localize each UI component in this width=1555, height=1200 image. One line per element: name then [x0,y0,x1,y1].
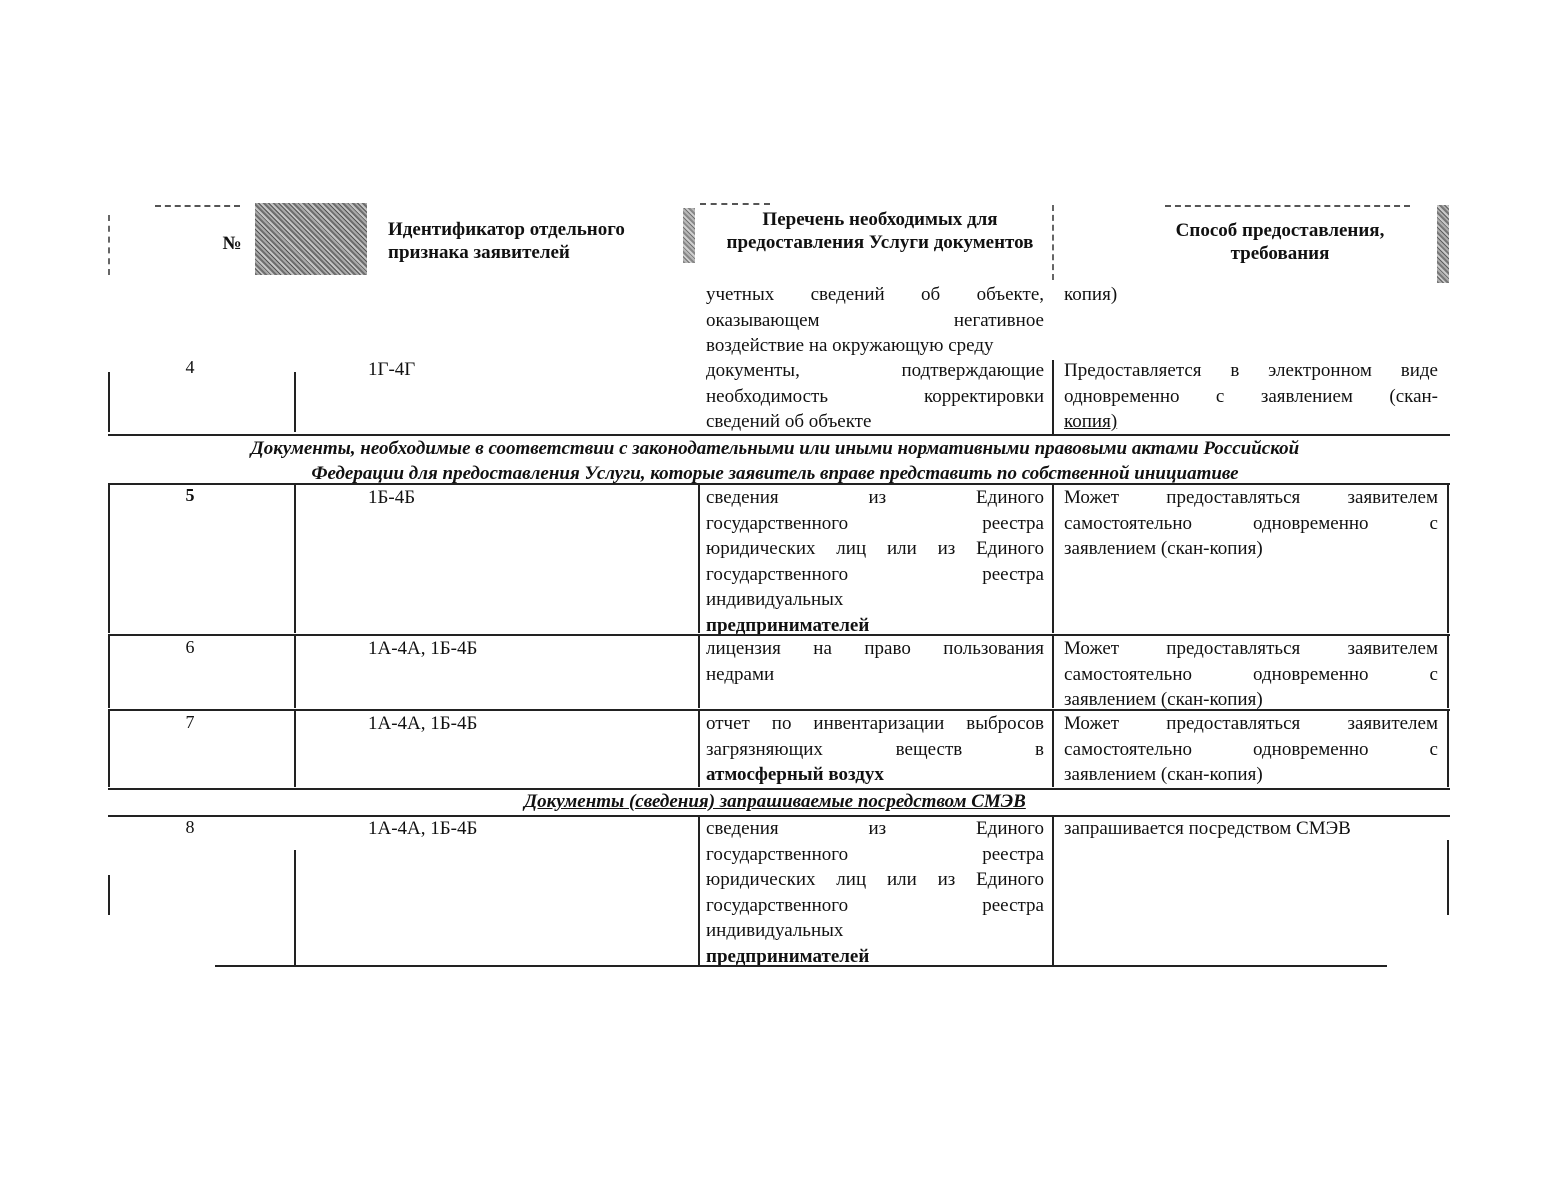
row8-docs-line: предпринимателей [706,945,870,967]
scan-smudge-stamp [255,203,367,275]
row5-docs-line: государственного реестра [706,563,1044,585]
cont-docs-line: оказывающем негативное [706,309,1044,331]
row4-num: 4 [185,357,195,377]
header-divider-docs [1052,205,1054,280]
row5-method [1064,485,1438,562]
section2-heading [150,789,1400,814]
header-col-num: № [222,233,242,254]
row5-divider-2 [698,485,700,633]
row5-docs-line: государственного реестра [706,512,1044,534]
row5-docs-line: предпринимателей [706,614,870,636]
row6-divider-2 [698,636,700,708]
row8-docs-line: государственного реестра [706,894,1044,916]
row7-method-line: Может предоставляться заявителем [1064,713,1438,734]
row7-id: 1А-4А, 1Б-4Б [368,713,478,734]
scan-smudge-mid [683,208,695,263]
row5-method-line: заявлением (скан-копия) [1064,538,1263,559]
row6-method-line: самостоятельно одновременно с [1064,663,1438,685]
cont-docs [706,282,1044,359]
row8-divider-1 [294,850,296,965]
row6-left-border [108,636,110,708]
row6-method-line: Может предоставляться заявителем [1064,638,1438,659]
row6-id: 1А-4А, 1Б-4Б [368,638,478,659]
cont-method: копия) [1064,284,1118,305]
table-bottom-border [215,965,1387,967]
row7-divider-1 [294,711,296,787]
row6-right-border [1447,636,1449,708]
row7-method [1064,711,1438,788]
row5-docs [706,485,1044,638]
section2-line1: Документы (сведения) запрашиваемые посредством СМЭВ [524,791,1026,812]
row6-divider-1 [294,636,296,708]
row4-docs-line: сведений об объекте [706,411,872,432]
row5-docs-line: сведения из Единого [706,487,1044,508]
row8-divider-3 [1052,817,1054,965]
row5-num: 5 [185,485,195,505]
row7-num: 7 [185,712,195,732]
row7-left-border [108,711,110,787]
row6-docs-line: лицензия на право пользования [706,638,1044,659]
row5-method-line: самостоятельно одновременно с [1064,512,1438,534]
header-top-border-mid [700,203,770,205]
row4-docs [706,358,1044,435]
row5-id: 1Б-4Б [368,487,416,508]
header-top-border-left [155,205,240,207]
row5-left-border [108,485,110,633]
scan-smudge-right [1437,205,1449,283]
row7-right-border [1447,711,1449,787]
cont-docs-line: учетных сведений об объекте, [706,284,1044,305]
row4-divider-1 [294,372,296,432]
row7-docs-line: отчет по инвентаризации выбросов [706,713,1044,734]
row8-left-border [108,875,110,915]
row4-docs-line: документы, подтверждающие [706,360,1044,381]
left-edge-dash [108,215,110,275]
row7-docs [706,711,1044,788]
row4-id: 1Г-4Г [368,359,416,380]
row4-method-line: Предоставляется в электронном виде [1064,360,1438,381]
row5-right-border [1447,485,1449,633]
row8-docs-line: индивидуальных [706,920,844,941]
row8-docs-line: юридических лиц или из Единого [706,869,1044,890]
row8-docs [706,816,1044,969]
row6-num: 6 [185,637,195,657]
row4-left-border [108,372,110,432]
row8-docs-line: государственного реестра [706,843,1044,865]
row8-divider-2 [698,817,700,965]
row8-method: запрашивается посредством СМЭВ [1064,818,1351,839]
row8-num: 8 [185,817,195,837]
header-col-method: Способ предоставления, требования [1175,220,1385,264]
section1-heading [150,436,1400,486]
row7-docs-line: атмосферный воздух [706,764,884,785]
row5-divider-3 [1052,485,1054,633]
row4-method-line: одновременно с заявлением (скан- [1064,385,1438,407]
row7-docs-line: загрязняющих веществ в [706,738,1044,760]
row6-docs [706,636,1044,687]
row4-divider-3 [1052,360,1054,435]
row5-docs-line: юридических лиц или из Единого [706,538,1044,559]
row7-divider-3 [1052,711,1054,787]
row6-method [1064,636,1438,713]
row8-id: 1А-4А, 1Б-4Б [368,818,478,839]
header-col-id: Идентификатор отдельного признака заявителей [388,219,625,263]
row8-docs-line: сведения из Единого [706,818,1044,839]
row4-method-line: копия) [1064,411,1118,432]
section1-line2: Федерации для предоставления Услуги, которые заявитель вправе представить по собственной инициативе [311,463,1239,484]
row4-method [1064,358,1438,435]
row4-docs-line: необходимость корректировки [706,385,1044,407]
row7-method-line: заявлением (скан-копия) [1064,764,1263,785]
row7-divider-2 [698,711,700,787]
row5-method-line: Может предоставляться заявителем [1064,487,1438,508]
cont-docs-line: воздействие на окружающую среду [706,335,994,356]
row5-divider-1 [294,485,296,633]
row6-method-line: заявлением (скан-копия) [1064,689,1263,710]
section1-line1: Документы, необходимые в соответствии с законодательными или иными нормативными правовыми актами Российской [250,438,1300,459]
row6-divider-3 [1052,636,1054,708]
row5-docs-line: индивидуальных [706,589,844,610]
header-top-border-right [1165,205,1410,207]
row8-right-border [1447,840,1449,915]
header-col-docs: Перечень необходимых для предоставления Услуги документов [726,209,1034,253]
row7-method-line: самостоятельно одновременно с [1064,738,1438,760]
row6-docs-line: недрами [706,663,775,685]
